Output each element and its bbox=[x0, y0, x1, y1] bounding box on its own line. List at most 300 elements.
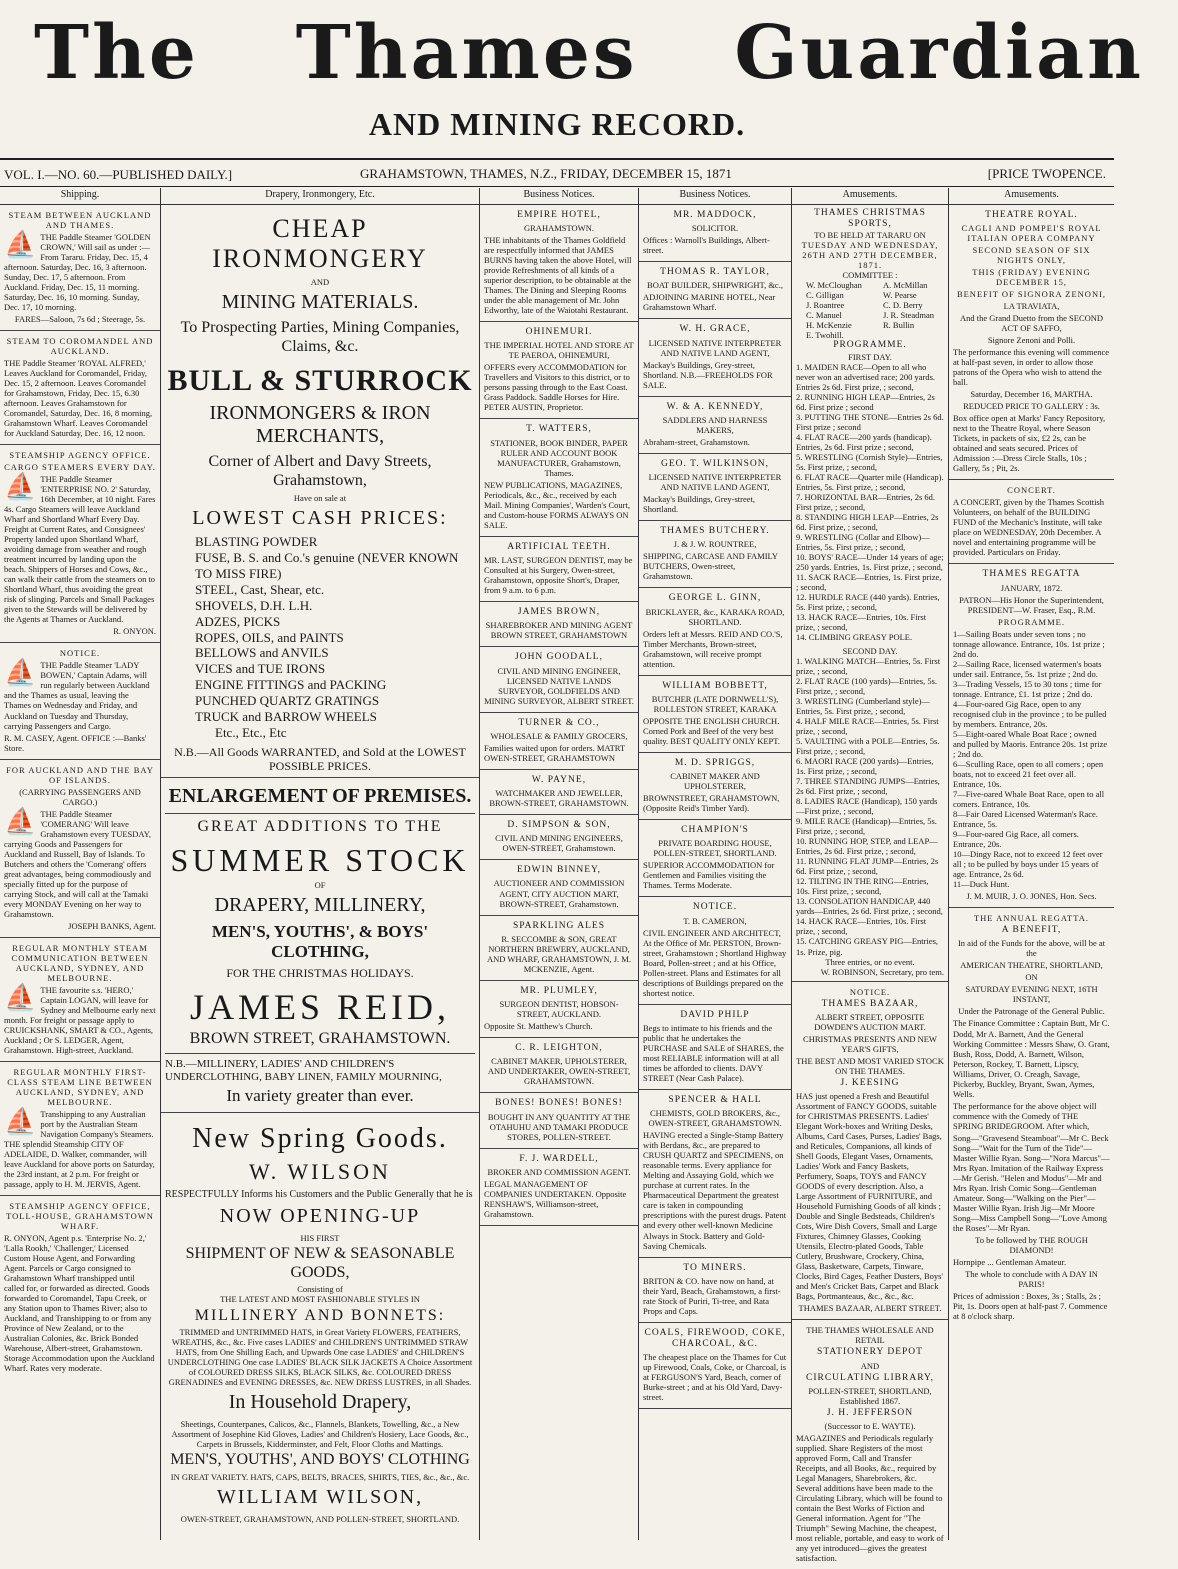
list-item: Etc., Etc., Etc bbox=[215, 724, 287, 740]
event-item: 8. STANDING HIGH LEAP—Entries, 2s 6d. First prize, ; second, bbox=[796, 511, 939, 532]
dateline-bar bbox=[0, 158, 1114, 187]
ad-title: REGULAR MONTHLY FIRST-CLASS STEAM LINE BETWEEN AUCKLAND, SYDNEY, AND MELBOURNE. bbox=[7, 1066, 153, 1108]
ad-and: AND bbox=[310, 277, 330, 288]
notice-text: Begs to intimate to his friends and the public that he undertakes the PURCHASE and SALE of SHARES, the most RELIABLE information will at all times be afforded to clients. DAVY STREET (Near Cash Palace). bbox=[643, 1023, 784, 1084]
divider bbox=[165, 1053, 475, 1054]
regatta-item: 7—Five-oared Whale Boat Race, open to all comers. Entrance, 10s. bbox=[953, 788, 1105, 809]
ad-headline-4: LOWEST CASH PRICES: bbox=[192, 506, 448, 529]
regatta-item: 9—Four-oared Gig Race, all comers. Entrance, 20s. bbox=[953, 829, 1079, 850]
notice-subtitle: SOLICITOR. bbox=[691, 223, 739, 233]
committee-heading: COMMITTEE : bbox=[842, 270, 898, 281]
newspaper-subtitle: AND MINING RECORD. bbox=[368, 106, 746, 142]
business-notice bbox=[480, 981, 638, 1038]
notice-text: BRITON & CO. have now on hand, at their Yard, Beach, Grahamstown, a first-rate Stock of Puriri, Ti-tree, and Rata Props and Caps. bbox=[643, 1275, 781, 1316]
business-notice bbox=[639, 521, 791, 588]
notice-title: ARTIFICIAL TEETH. bbox=[507, 541, 611, 552]
ad-text: And the Grand Duetto from the SECOND ACT OF SAFFO, bbox=[959, 313, 1104, 334]
business-notice bbox=[639, 820, 791, 897]
ad-note: N.B.—All Goods WARRANTED, and Sold at the LOWEST POSSIBLE PRICES. bbox=[174, 744, 466, 773]
firm-address: Corner of Albert and Davy Streets, Grahamstown, bbox=[208, 453, 432, 489]
ad-title: STEAM TO COROMANDEL AND AUCKLAND. bbox=[6, 335, 154, 356]
ad-of: OF bbox=[314, 880, 326, 891]
event-item: 4. FLAT RACE—200 yards (handicap). Entries, 2s 6d. First prize ; second, bbox=[796, 431, 932, 452]
ship-icon: ⛵ bbox=[4, 658, 37, 688]
ad-lady-bowen bbox=[0, 643, 160, 759]
business-notice bbox=[639, 1258, 791, 1323]
ad-text: AND bbox=[860, 1360, 880, 1371]
notice-text: ADJOINING MARINE HOTEL, Near Grahamstown Wharf. bbox=[643, 292, 776, 313]
event-item: 6. MAORI RACE (200 yards)—Entries, 1s. First prize, ; second, bbox=[796, 756, 934, 777]
notice-text: Orders left at Messrs. REID AND CO.'S, Timber Merchants, Brown-street, Grahamstown, will receive prompt attention. bbox=[643, 628, 783, 669]
newspaper-title bbox=[0, 10, 1144, 96]
ad-text: THE Paddle Steamer 'LADY BOWEN,' Captain Adams, will run regularly between Auckland and the Thames as usual, leaving the Thames on Wednesday and Friday, and Auckland on Tuesday and Thursday, carrying Passengers and Cargo. bbox=[4, 660, 150, 731]
business-notice bbox=[639, 1090, 791, 1257]
ad-w-wilson bbox=[161, 1113, 479, 1527]
ad-text: JANUARY, 1872. bbox=[1000, 582, 1063, 593]
regatta-item: 5—Eight-oared Whale Boat Race ; owned and pulled by Maoris. Entrance 20s. 1st prize ; 2nd do. bbox=[953, 728, 1108, 759]
first-day-events bbox=[796, 362, 944, 642]
notice-title: NOTICE. bbox=[692, 902, 738, 913]
notice-subtitle: AUCTIONEER AND COMMISSION AGENT, CITY AUCTION MART, BROWN-STREET, Grahamstown. bbox=[493, 878, 625, 909]
ad-text: BENEFIT OF SIGNORA ZENONI, bbox=[956, 289, 1107, 300]
notice-title: JAMES BROWN, bbox=[517, 607, 601, 618]
ad-text: REDUCED PRICE TO GALLERY : 3s. bbox=[963, 401, 1100, 412]
business-notice bbox=[639, 588, 791, 675]
notice-subtitle: STATIONER, BOOK BINDER, PAPER RULER AND ACCOUNT BOOK MANUFACTURER, Grahamstown, Thames. bbox=[490, 437, 628, 478]
ad-city-of-adelaide bbox=[0, 1062, 160, 1196]
ad-note: N.B.—MILLINERY, LADIES' AND CHILDREN'S UNDERCLOTHING, BABY LINEN, FAMILY MOURNING, bbox=[165, 1058, 442, 1084]
notice-subtitle: WHOLESALE & FAMILY GROCERS, bbox=[490, 730, 628, 741]
list-item: STEEL, Cast, Shear, etc. bbox=[195, 582, 325, 598]
notice-subtitle: J. & J. W. ROUNTREE, bbox=[673, 539, 757, 550]
list-item: ENGINE FITTINGS and PACKING bbox=[195, 677, 387, 693]
ad-headline: CHEAP IRONMONGERY bbox=[212, 213, 428, 274]
column-amusements-2 bbox=[949, 188, 1114, 1540]
ad-fares: FARES—Saloon, 7s 6d ; Steerage, 5s. bbox=[14, 313, 146, 324]
column-heading: Shipping. bbox=[0, 188, 160, 205]
ad-text: (Successor to E. WAYTE). bbox=[824, 1421, 916, 1432]
ad-text: ON bbox=[1025, 972, 1038, 983]
event-item: 11. SACK RACE—Entries, 1s. First prize, ; second, bbox=[796, 571, 942, 592]
event-item: 1. WALKING MATCH—Entries, 5s. First prize, ; second, bbox=[796, 656, 941, 677]
committee-member: J. Roantree bbox=[806, 300, 845, 311]
list-item: VICES and TUE IRONS bbox=[195, 661, 326, 677]
ad-text: Under the Patronage of the General Public. bbox=[958, 1006, 1105, 1017]
notice-subtitle: BRICKLAYER, &c., KARAKA ROAD, SHORTLAND. bbox=[645, 606, 785, 627]
ad-text: THE THAMES WHOLESALE AND RETAIL bbox=[806, 1325, 934, 1346]
ad-headline: ENLARGEMENT OF PREMISES. bbox=[168, 784, 472, 807]
business-notice bbox=[480, 647, 638, 712]
ad-text: CHRISTMAS PRESENTS AND NEW YEAR'S GIFTS, bbox=[803, 1033, 937, 1054]
ad-headline-2: NOW OPENING-UP bbox=[219, 1205, 421, 1228]
committee-list bbox=[796, 280, 944, 340]
firm-address: BROWN STREET, GRAHAMSTOWN. bbox=[189, 1030, 451, 1048]
ad-subtitle: CARGO STEAMERS EVERY DAY. bbox=[4, 462, 156, 473]
ad-title: THEATRE ROYAL. bbox=[985, 209, 1078, 220]
ad-text: THE BEST AND MOST VARIED STOCK ON THE THAMES. bbox=[796, 1055, 944, 1076]
day-heading: SECOND DAY. bbox=[842, 646, 898, 657]
firm-name: W. WILSON bbox=[249, 1159, 391, 1185]
business-notice bbox=[480, 916, 638, 981]
committee-member: R. Bullin bbox=[883, 320, 915, 331]
notice-title: TO MINERS. bbox=[683, 1262, 747, 1273]
ad-text: HAS just opened a Fresh and Beautiful Assortment of FANCY GOODS, suitable for CHRISTMAS PRESENTS. Ladies' Elegant Work-boxes and Writing Desks, Albums, Card Cases, Purses, Ladies' Bags, and Reticules, Companions, all kinds of Shell Goods, Elegant Vases, Ornaments, Ladies' Work and Fancy Baskets, Perfumery, Soaps, TOYS and FANCY GOODS of every description. Also, a Large Assortment of FURNITURE, and Household Furnishing Goods of all kinds ; Double and Single Bedsteads, Children's Cots, Wire Dish Covers, Small and Large Fixtures, Chimney Glasses, Cooking Utensils, Electro-plated Goods, Table Cutlery, Brushware, Crockery, China, Glass, Basketware, Carpets, Tinware, Clocks, Bird Cages, Feather Dusters, Boys' and Men's Cricket Bats, Carpet and Black Bags, Portmanteaus, &c., &c., &c. bbox=[796, 1091, 943, 1302]
committee-left bbox=[806, 280, 862, 340]
ship-icon: ⛵ bbox=[4, 472, 37, 502]
ad-text: Sheetings, Counterpanes, Calicos, &c., Flannels, Blankets, Towelling, &c., a New Assortment of Josephine Kid Gloves, Ladies' and Children's Hosiery, Lace Goods, &c., Carpets in Brussels, Kidderminster, and Felt, Floor Cloths and Mattings. bbox=[171, 1419, 469, 1450]
committee-member: H. McKenzie bbox=[806, 320, 852, 331]
ad-royal-alfred bbox=[0, 331, 160, 445]
ad-title: NOTICE. bbox=[59, 648, 101, 659]
ad-text: TRIMMED and UNTRIMMED HATS, in Great Variety FLOWERS, FEATHERS, WREATHS, &c., &c. Five cases LADIES' and CHILDREN'S UNTRIMMED STRAW HATS, from One Shilling Each, and Upwards One case LADIES' and CHILDREN'S UNDERCLOTHING One case LADIES' BLACK SILK JACKETS A Choice Assortment of COLOURED DRESS SILKS, BLACK SILKS, &c. COLOURED DRESS GRENADINES and EVENING DRESSES, &c. NEW DRESS LUSTRES, in all Shades. bbox=[167, 1327, 473, 1388]
volume-info: VOL. I.—NO. 60.—PUBLISHED DAILY.] bbox=[4, 167, 233, 182]
masthead bbox=[0, 0, 1144, 145]
notice-subtitle: BUTCHER (LATE DORNWELL'S), ROLLESTON STREET, KARAKA bbox=[651, 693, 779, 714]
event-item: 13. HACK RACE—Entries, 10s. First prize, ; second, bbox=[796, 611, 927, 632]
notice-text: Mackay's Buildings, Grey-street, Shortland. bbox=[643, 494, 756, 515]
ad-comerang bbox=[0, 760, 160, 938]
ship-icon: ⛵ bbox=[4, 1107, 37, 1137]
committee-member: W. Pearse bbox=[883, 290, 917, 301]
ad-annual-regatta bbox=[949, 908, 1114, 1327]
ad-headline-2: SUMMER STOCK bbox=[170, 842, 470, 879]
column-business-1 bbox=[480, 188, 639, 1540]
notice-title: THOMAS R. TAYLOR, bbox=[660, 267, 770, 278]
ad-text: LA TRAVIATA, bbox=[1003, 301, 1060, 312]
ad-title: NOTICE. bbox=[849, 986, 891, 997]
ad-title: STEAMSHIP AGENCY OFFICE. bbox=[9, 450, 151, 461]
ad-title: THAMES BAZAAR, bbox=[821, 998, 919, 1009]
business-notice bbox=[639, 1323, 791, 1409]
firm-name: J. KEESING bbox=[840, 1077, 900, 1088]
event-item: 2. FLAT RACE (100 yards)—Entries, 5s. First prize, ; second, bbox=[796, 676, 938, 697]
notice-subtitle: LICENSED NATIVE INTERPRETER AND NATIVE LAND AGENT, bbox=[648, 472, 782, 493]
notice-text: OPPOSITE THE ENGLISH CHURCH. Corned Pork and Beef of the very best quality. BEST QUALITY ONLY KEPT. bbox=[643, 715, 780, 746]
ad-text: THAMES BAZAAR, ALBERT STREET. bbox=[798, 1303, 942, 1314]
ad-headline-4: MEN'S, YOUTHS', & BOYS' CLOTHING, bbox=[211, 921, 429, 961]
event-item: 5. VAULTING with a POLE—Entries, 5s. First prize, ; second, bbox=[796, 736, 940, 757]
ad-text: FOR THE CHRISTMAS HOLIDAYS. bbox=[226, 965, 414, 980]
ad-text: THIS (FRIDAY) EVENING DECEMBER 15, bbox=[972, 267, 1091, 288]
committee-right bbox=[883, 280, 934, 340]
ad-headline: New Spring Goods. bbox=[192, 1123, 448, 1155]
notice-title: EDWIN BINNEY, bbox=[516, 865, 602, 876]
list-item: PUNCHED QUARTZ GRATINGS bbox=[195, 693, 380, 709]
regatta-item: 2—Sailing Race, licensed watermen's boats under sail. Entrance, 5s. 1st prize ; 2nd do. bbox=[953, 658, 1102, 679]
list-item: FUSE, B. S. and Co.'s genuine (NEVER KNOWN TO MISS FIRE) bbox=[195, 550, 459, 582]
column-heading: Business Notices. bbox=[480, 188, 638, 205]
column-drapery bbox=[161, 188, 480, 1540]
regatta-item: 10—Dingy Race, not to exceed 12 feet over all ; to be pulled by boys under 15 years of age. Entrance, 2s 6d. bbox=[953, 849, 1103, 880]
ad-thames-bazaar bbox=[792, 982, 948, 1321]
notice-subtitle: SADDLERS AND HARNESS MAKERS, bbox=[662, 414, 768, 435]
product-list bbox=[165, 534, 475, 740]
ad-text: The performance this evening will commence at half-past seven, in order to allow those patrons of the Opera who wish to attend the ball. bbox=[953, 347, 1110, 388]
notice-subtitle: SURGEON DENTIST, HOBSON-STREET, AUCKLAND. bbox=[499, 999, 619, 1020]
event-item: 9. MILE RACE (Handicap)—Entries, 5s. First prize, ; second, bbox=[796, 816, 937, 837]
ad-text: TO BE HELD AT TARARU ON bbox=[814, 230, 926, 241]
committee-member: E. Twohill. bbox=[806, 330, 844, 341]
notice-title: BONES! BONES! BONES! bbox=[495, 1098, 623, 1109]
notice-subtitle: CIVIL AND MINING ENGINEERS, OWEN-STREET, Grahamstown. bbox=[495, 833, 623, 854]
ad-headline-2: MINING MATERIALS. bbox=[221, 291, 419, 314]
notice-text: Families waited upon for orders. MATRT OWEN-STREET, GRAHAMSTOWN bbox=[484, 742, 625, 763]
notice-text: Offices : Warnoll's Buildings, Albert-street. bbox=[643, 235, 770, 256]
ad-text: R. ONYON, Agent p.s. 'Enterprise No. 2,' 'Lalla Rookh,' 'Challenger,' Licensed Custom House Agent, and Forwarding Agent. Parcels or Cargo consigned to Grahamstown Wharf transhipped until called for, or forwarded as directed. Goods forwarded to Coromandel, Tapu Creek, or any Station upon to Thames River; also to Auckland, and Transhipping to or from any Province of New Zealand, or to the Australian Colonies, &c. Brick Bonded Warehouse, Albert-street, Grahamstown. Storage Accommodation upon the Auckland Wharf. Rates very moderate. bbox=[4, 1233, 155, 1374]
event-item: 4. HALF MILE RACE—Entries, 5s. First prize, ; second, bbox=[796, 716, 939, 737]
ad-text: THE Paddle Steamer 'GOLDEN CROWN,' Will sail as under :— From Tararu. Friday, Dec. 15, 4 afternoon. Saturday, Dec. 16, 3 afternoon. Sunday, Dec. 17, 5 afternoon. From Auckland. Friday, Dec. 15, 11 morning. Saturday, Dec. 16, 10 morning. Sunday, Dec. 17, 10 morning. bbox=[4, 231, 151, 312]
ad-text: POLLEN-STREET, SHORTLAND, Established 1867. bbox=[808, 1385, 932, 1406]
event-item: 1. MAIDEN RACE—Open to all who never won an advertised race; 200 yards. Entries 2s 6d. First prize, ; second, bbox=[796, 361, 936, 392]
business-notice bbox=[639, 1005, 791, 1090]
business-notice bbox=[480, 602, 638, 647]
ad-text: TUESDAY AND WEDNESDAY, 26TH AND 27TH DECEMBER, 1871. bbox=[801, 240, 939, 271]
column-amusements-1 bbox=[792, 188, 949, 1564]
notice-subtitle: CHEMISTS, GOLD BROKERS, &c., OWEN-STREET, GRAHAMSTOWN. bbox=[648, 1108, 782, 1129]
notice-text: BROWNSTREET, GRAHAMSTOWN, (Opposite Reid's Timber Yard). bbox=[643, 793, 780, 814]
notice-text: SUPERIOR ACCOMMODATION for Gentlemen and Families visiting the Thames. Terms Moderate. bbox=[643, 860, 775, 891]
ad-title: STEAMSHIP AGENCY OFFICE, TOLL-HOUSE, GRAHAMSTOWN WHARF. bbox=[6, 1201, 154, 1232]
ad-text: THE LATEST AND MOST FASHIONABLE STYLES IN bbox=[220, 1294, 420, 1305]
notice-title: OHINEMURI. bbox=[525, 327, 593, 338]
ad-text: Song—"Gravesend Steamboat"—Mr C. Beck Song—"Wait for the Turn of the Tide"—Master Willie Ryan. Song—"Nora Marcus"—Mrs Ryan. Imitation of the Railway Express—Mr Gerish. "Helen and Modus"—Mr and Mrs Ryan. Irish Comic Song—Gentleman Amateur. Song—"Walking on the Pier"—Master Willie Ryan. Irish Jig—Mr Moore Song—Miss Campbell Song—"Love Among the Roses"—Mr Ryan. bbox=[953, 1132, 1110, 1233]
notice-title: W. H. GRACE, bbox=[679, 324, 751, 335]
event-item: 8. LADIES RACE (Handicap), 150 yards—First prize, ; second, bbox=[796, 796, 938, 817]
ad-title: THAMES CHRISTMAS SPORTS, bbox=[814, 207, 926, 229]
ad-headline-3: DRAPERY, MILLINERY, bbox=[214, 894, 426, 917]
notice-title: TURNER & CO., bbox=[518, 717, 600, 728]
list-item: SHOVELS, D.H. L.H. bbox=[195, 597, 313, 613]
business-notice bbox=[480, 205, 638, 322]
column-heading: Business Notices. bbox=[639, 188, 791, 205]
ad-text: To be followed by THE ROUGH DIAMOND! bbox=[975, 1234, 1088, 1255]
ad-text: In aid of the Funds for the above, will be at the bbox=[957, 938, 1106, 959]
ad-golden-crown bbox=[0, 205, 160, 331]
firm-name: J. H. JEFFERSON bbox=[826, 1407, 914, 1418]
list-item: ROPES, OILS, and PAINTS bbox=[195, 629, 344, 645]
notice-title: T. WATTERS, bbox=[526, 424, 592, 435]
programme-heading: PROGRAMME. bbox=[833, 340, 907, 351]
ad-text: A CONCERT, given by the Thames Scottish Volunteers, on behalf of the BUILDING FUND of the Mechanic's Institute, will take place on WEDNESDAY, 20th December. A novel and entertaining programme will be provided. Particulars on Friday. bbox=[953, 497, 1104, 558]
ship-icon: ⛵ bbox=[4, 229, 37, 259]
ad-james-reid bbox=[161, 778, 479, 1113]
ad-text: MAGAZINES and Periodicals regularly supplied. Share Registers of the most approved Form, Call and Transfer Receipts, and all Books, &c., required by Legal Managers, Sharebrokers, &c. Several additions have been made to the Circulating Library, which will be found to contain the Best Works of Fiction and General information. Agent for "The Triumph" Sewing Machine, the cheapest, most reliable, portable, and easy to work of any yet introduced—gives the greatest satisfaction. bbox=[796, 1433, 944, 1564]
ad-text: AMERICAN THEATRE, SHORTLAND, bbox=[960, 960, 1103, 971]
column-heading: Amusements. bbox=[792, 188, 948, 205]
list-item: BELLOWS and ANVILS bbox=[195, 645, 329, 661]
list-item: BLASTING POWDER bbox=[195, 534, 318, 550]
ad-text: THE Paddle Steamer 'ENTERPRISE NO. 2' Saturday, 16th December, at 10 night. Fares 4s. Cargo Steamers will leave Auckland Wharf and Shortland Wharf Every Day. Freight at Current Rates, and Consignees' Property landed upon Shortland Wharf, avoiding damage from weather and rough treatment incurred by landing upon the beach. Shippers of Horses and Cows, &c., can walk their cattle from the steamers on to Shortland Wharf, thus avoiding the great risk of slinging. Parcels and Small Packages given to the Stewards will be delivered by the Agents at Thames or Auckland. bbox=[4, 474, 156, 625]
regatta-item: 6—Sculling Race, open to all comers ; open boats, not to exceed 21 feet over all. Entrance, 10s. bbox=[953, 758, 1104, 789]
firm-name-2: WILLIAM WILSON, bbox=[216, 1486, 424, 1508]
regatta-item: 4—Four-oared Gig Race, open to any recognised club in the province ; to be pulled by members. Entrance, 20s. bbox=[953, 698, 1107, 729]
notice-subtitle: CABINET MAKER, UPHOLSTERER, AND UNDERTAKER, OWEN-STREET, GRAHAMSTOWN. bbox=[487, 1056, 631, 1087]
event-item: 7. THREE STANDING JUMPS—Entries, 2s 6d. First prize, ; second, bbox=[796, 776, 940, 797]
ad-headline-3: SHIPMENT OF NEW & SEASONABLE GOODS, bbox=[185, 1244, 455, 1281]
committee-member: W. McCloughan bbox=[806, 280, 862, 291]
notice-title: CHAMPION'S bbox=[681, 825, 749, 836]
column-business-2 bbox=[639, 188, 792, 1540]
ad-text: PATRON—His Honor the Superintendent, PRESIDENT—W. Fraser, Esq., R.M. bbox=[959, 594, 1104, 615]
notice-title: D. SIMPSON & SON, bbox=[507, 820, 611, 831]
regatta-item: 11—Duck Hunt. bbox=[953, 879, 1010, 890]
ad-text: GREAT ADDITIONS TO THE bbox=[197, 817, 443, 835]
notice-text: MR. LAST, SURGEON DENTIST, may be Consulted at his Surgery, Owen-street, Grahamstown, opposite Short's, Draper, from 9 a.m. to 6 p.m. bbox=[484, 555, 633, 596]
event-item: 3. PUTTING THE STONE—Entries 2s 6d. First prize ; second bbox=[796, 411, 944, 432]
ad-headline-3: To Prospecting Parties, Mining Companies, Claims, &c. bbox=[180, 318, 460, 355]
title-word-3: Guardian bbox=[734, 10, 1144, 96]
notice-subtitle: BROKER AND COMMISSION AGENT. bbox=[487, 1166, 631, 1177]
committee-member: A. McMillan bbox=[883, 280, 928, 291]
firm-name: BULL & STURROCK bbox=[167, 363, 473, 397]
business-notice bbox=[639, 454, 791, 521]
notice-subtitle: CABINET MAKER AND UPHOLSTERER, bbox=[670, 771, 760, 792]
business-notice bbox=[480, 1149, 638, 1226]
regatta-item: 3—Trading Vessels, 15 to 30 tons ; time for tonnage. Entrance, £1. 1st prize ; 2nd do. bbox=[953, 678, 1102, 699]
column-shipping bbox=[0, 188, 161, 1540]
ad-text: THE Paddle Steamer 'COMERANG' Will leave Grahamstown every TUESDAY, carrying Goods and Passengers for Auckland and Russell, Bay of Islands. To Butchers and others the 'Comerang' offers great advantages, being commodiously and specially fitted up for the purpose of carrying Stock, and will call at the Tamaki every MONDAY Evening on her way to Grahamstown. bbox=[4, 808, 152, 919]
notice-subtitle: BOUGHT IN ANY QUANTITY AT THE OTAHUHU AND TAMAKI PRODUCE STORES, POLLEN-STREET. bbox=[487, 1111, 631, 1142]
ad-tagline: In variety greater than ever. bbox=[226, 1086, 414, 1106]
ad-signature: JOSEPH BANKS, Agent. bbox=[68, 920, 156, 931]
notice-text: CIVIL ENGINEER AND ARCHITECT, At the Office of Mr. PERSTON, Brown-street, Grahamstown ; Shortland Highway Board, Pollen-street ; and at his Office, Pollen-street. Plans and Estimates for all descriptions of Buildings prepared on the shortest notice. bbox=[643, 927, 787, 998]
notice-text: Mackay's Buildings, Grey-street, Shortland. N.B.—FREEHOLDS FOR SALE. bbox=[643, 359, 773, 390]
column-heading: Drapery, Ironmongery, Etc. bbox=[161, 188, 479, 205]
business-notice bbox=[480, 537, 638, 602]
committee-member: C. Gilligan bbox=[806, 290, 844, 301]
ad-title: FOR AUCKLAND AND THE BAY OF ISLANDS. bbox=[6, 764, 154, 785]
notice-title: WILLIAM BOBBETT, bbox=[662, 680, 768, 691]
regatta-item: 1—Sailing Boats under seven tons ; no tonnage allowance. Entrance, 10s. 1st prize ; 2nd do. bbox=[953, 628, 1105, 659]
event-item: 15. CATCHING GREASY PIG—Entries, 1s. Prize, pig. bbox=[796, 936, 939, 957]
firm-name: JAMES REID, bbox=[189, 987, 451, 1027]
event-item: 9. WRESTLING (Collar and Elbow)—Entries, 5s. First prize, ; second, bbox=[796, 531, 930, 552]
notice-title: MR. MADDOCK, bbox=[673, 209, 757, 220]
event-item: 5. WRESTLING (Cornish Style)—Entries, 5s. First prize, ; second, bbox=[796, 451, 943, 472]
business-notice bbox=[480, 713, 638, 770]
notice-title: F. J. WARDELL, bbox=[519, 1153, 599, 1164]
notice-text: HAVING erected a Single-Stamp Battery with Berdans, &c., are prepared to CRUSH QUARTZ and SPECIMENS, on reasonable terms. Every appliance for Melting and Assaying Gold, which we purchase at current rates. In the Pharmaceutical Department the greatest care is taken in compounding prescriptions with the purest drugs. Patent and every other well-known Medicine Always in Stock. Battery and Gold-Saving Chemicals. bbox=[643, 1130, 787, 1251]
ad-agency bbox=[0, 445, 160, 643]
second-day-events bbox=[796, 656, 944, 956]
list-item: TRUCK and BARROW WHEELS bbox=[195, 708, 377, 724]
firm-subtitle: IRONMONGERS & IRON MERCHANTS, bbox=[209, 401, 431, 448]
notice-title: MR. PLUMLEY, bbox=[520, 985, 598, 996]
ad-regatta bbox=[949, 564, 1114, 908]
dateline: GRAHAMSTOWN, THAMES, N.Z., FRIDAY, DECEMBER 15, 1871 bbox=[360, 166, 732, 181]
ad-headline-4: MILLINERY AND BONNETS: bbox=[194, 1306, 446, 1324]
notice-title: GEORGE L. GINN, bbox=[668, 593, 762, 604]
business-notice bbox=[480, 770, 638, 815]
ad-note: Three entries, or no event. bbox=[825, 956, 915, 967]
business-notice bbox=[639, 897, 791, 1004]
title-word-1: The bbox=[34, 10, 199, 96]
business-notice bbox=[480, 860, 638, 915]
notice-subtitle: T. B. CAMERON, bbox=[683, 915, 747, 926]
title-word-2: Thames bbox=[295, 10, 638, 96]
ad-stationery-depot bbox=[792, 1320, 948, 1569]
notice-title: W. & A. KENNEDY, bbox=[666, 401, 764, 412]
column-heading: Amusements. bbox=[949, 188, 1114, 205]
notice-subtitle: CIVIL AND MINING ENGINEER, LICENSED NATIVE LANDS SURVEYOR, GOLDFIELDS AND MINING SURVEYOR, ALBERT STREET. bbox=[484, 665, 634, 706]
ad-title: THAMES REGATTA bbox=[982, 569, 1081, 580]
ad-subtitle: (CARRYING PASSENGERS AND CARGO.) bbox=[19, 786, 141, 807]
event-item: 10. RUNNING HOP, STEP, and LEAP—Entries, 2s 6d. First prize, ; second, bbox=[796, 836, 938, 857]
notice-title: W. PAYNE, bbox=[531, 774, 587, 785]
business-list bbox=[480, 205, 638, 1226]
day-heading: FIRST DAY. bbox=[848, 351, 892, 362]
ad-title: THE ANNUAL REGATTA. bbox=[973, 913, 1090, 924]
ad-signature: R. M. CASEY, Agent. OFFICE :—Banks' Store. bbox=[4, 732, 147, 753]
ad-text: Prices of admission : Boxes, 3s ; Stalls, 2s ; Pit, 1s. Doors open at half-past 7. Commence at 8 o'clock sharp. bbox=[953, 1290, 1108, 1321]
notice-subtitle: WATCHMAKER AND JEWELLER, BROWN-STREET, GRAHAMSTOWN. bbox=[489, 788, 629, 809]
notice-title: C. R. LEIGHTON, bbox=[515, 1043, 603, 1054]
business-notice bbox=[639, 205, 791, 262]
notice-text: THE inhabitants of the Thames Goldfield are respectfully informed that JAMES BURNS having taken the above Hotel, will provide Refreshments of all kinds of a superior description, to be obtainable at the Thames. The Dining and Sleeping Rooms under the able management of Mr. John Edworthy, late of the Waiotahi Restaurant. bbox=[484, 235, 632, 316]
ad-text: IN GREAT VARIETY. HATS, CAPS, BELTS, BRACES, SHIRTS, TIES, &c., &c., &c. bbox=[170, 1471, 470, 1482]
ad-theatre-royal bbox=[949, 205, 1114, 481]
notice-title: GEO. T. WILKINSON, bbox=[661, 458, 769, 469]
ad-hero bbox=[0, 938, 160, 1062]
ad-concert bbox=[949, 480, 1114, 564]
ad-signature: R. ONYON. bbox=[113, 626, 156, 637]
notice-text: The cheapest place on the Thames for Cut up Firewood, Coals, Coke, or Charcoal, is at FERGUSON'S Yard, Beach, corner of Burke-street ; and at his Old Yard, Davy-street. bbox=[643, 1352, 787, 1403]
ad-text: Transhipping to any Australian port by the Australian Steam Navigation Company's Steamers. THE splendid Steamship CITY OF ADELAIDE, D. Walker, commander, will leave Auckland for above ports on Saturday, the 23rd instant, at 2 p.m. For freight or passage, apply to H. M. JERVIS, Agent. bbox=[4, 1109, 155, 1190]
ad-text: THE Paddle Steamer 'ROYAL ALFRED,' Leaves Auckland for Coromandel, Friday, Dec. 15, 2 afternoon. Leaves Coromandel for Grahamstown, Friday, Dec. 15, 6.30 afternoon. Leaves Grahamstown for Coromandel, Saturday, Dec. 16, 8 morning, Grahamstown Wharf. Leaves Coromandel for Auckland Saturday, Dec. 16, 12 noon. bbox=[4, 358, 153, 439]
business-notice bbox=[639, 262, 791, 319]
ad-headline-6: MEN'S, YOUTHS', AND BOYS' CLOTHING bbox=[170, 1451, 470, 1469]
notice-subtitle: THE IMPERIAL HOTEL AND STORE AT TE PAEROA, OHINEMURI, bbox=[484, 340, 634, 361]
event-item: 3. WRESTLING (Cumberland style)—Entries, 5s. First prize, ; second, bbox=[796, 696, 930, 717]
notice-subtitle: SHAREBROKER AND MINING AGENT BROWN STREET, GRAHAMSTOWN bbox=[485, 620, 633, 641]
notice-title: EMPIRE HOTEL, bbox=[517, 209, 601, 220]
ad-christmas-sports bbox=[792, 205, 948, 982]
ad-bull-sturrock bbox=[161, 205, 479, 778]
ship-icon: ⛵ bbox=[4, 806, 37, 836]
event-item: 12. TILTING IN THE RING—Entries, 10s. First prize, ; second, bbox=[796, 876, 929, 897]
notice-title: SPARKLING ALES bbox=[512, 920, 606, 931]
business-notice bbox=[639, 319, 791, 396]
ad-text: RESPECTFULLY Informs his Customers and the Public Generally that he is bbox=[165, 1189, 473, 1201]
business-notice bbox=[480, 419, 638, 536]
event-item: 2. RUNNING HIGH LEAP—Entries, 2s 6d. First prize ; second bbox=[796, 391, 935, 412]
ad-text: HIS FIRST bbox=[300, 1232, 340, 1243]
programme-heading: PROGRAMME. bbox=[998, 616, 1065, 627]
event-item: 14. HACK RACE—Entries, 10s. First prize, ; second, bbox=[796, 916, 927, 937]
ad-text: SECOND SEASON OF SIX NIGHTS ONLY, bbox=[972, 245, 1091, 266]
ad-text: CAGLI AND POMPEI'S ROYAL ITALIAN OPERA COMPANY bbox=[961, 223, 1102, 244]
committee-member: C. Manuel bbox=[806, 310, 842, 321]
ad-toll-house bbox=[0, 1196, 160, 1379]
ad-text: SATURDAY EVENING NEXT, 16TH INSTANT, bbox=[965, 984, 1098, 1005]
ad-text: THE favourite s.s. 'HERO,' Captain LOGAN, will leave for Sydney and Melbourne early next month. For freight or passage apply to CRUICKSHANK, SMART & CO., Agents, Auckland ; Or S. LEDGER, Agent, Grahamstown. High-street, Auckland. bbox=[4, 984, 156, 1055]
ad-text: The performance for the above object will commence with the Comedy of THE SPRING BRIDEGROOM. After which, bbox=[953, 1100, 1097, 1131]
business-notice bbox=[480, 322, 638, 419]
notice-subtitle: R. SECCOMBE & SON, GREAT NORTHERN BREWERY, AUCKLAND, AND WHARF, GRAHAMSTOWN, J. M. MCKENZIE, Agent. bbox=[487, 933, 631, 974]
notice-title: COALS, FIREWOOD, COKE, CHARCOAL, &C. bbox=[644, 1327, 786, 1349]
ad-text: Signore Zenoni and Polli. bbox=[987, 335, 1076, 346]
business-notice bbox=[639, 397, 791, 454]
ad-signature: J. M. MUIR, J. O. JONES, Hon. Secs. bbox=[966, 891, 1097, 902]
regatta-events bbox=[953, 629, 1110, 889]
notice-subtitle: PRIVATE BOARDING HOUSE, POLLEN-STREET, SHORTLAND. bbox=[653, 838, 777, 859]
ad-text: Hornpipe ... Gentleman Amateur. bbox=[953, 1256, 1067, 1267]
ad-text: Box office open at Marks' Fancy Repository, next to the Theatre Royal, where Season Tickets, in packets of six, £2 2s, can be obtained and seats secured. Prices of Admission :—Dress Circle Stalls, 10s ; Gallery, 5s ; Pit, 2s. bbox=[953, 413, 1106, 474]
ad-text: Saturday, December 16, MARTHA. bbox=[970, 389, 1093, 400]
columns bbox=[0, 188, 1114, 1564]
business-notice bbox=[480, 1093, 638, 1148]
notice-text: OFFERS every ACCOMMODATION for Travellers and Visitors to this district, or to persons passing through to the East Coast. Grass Paddock. Saddle Horses for Hire. PETER AUSTIN, Proprietor. bbox=[484, 362, 630, 413]
